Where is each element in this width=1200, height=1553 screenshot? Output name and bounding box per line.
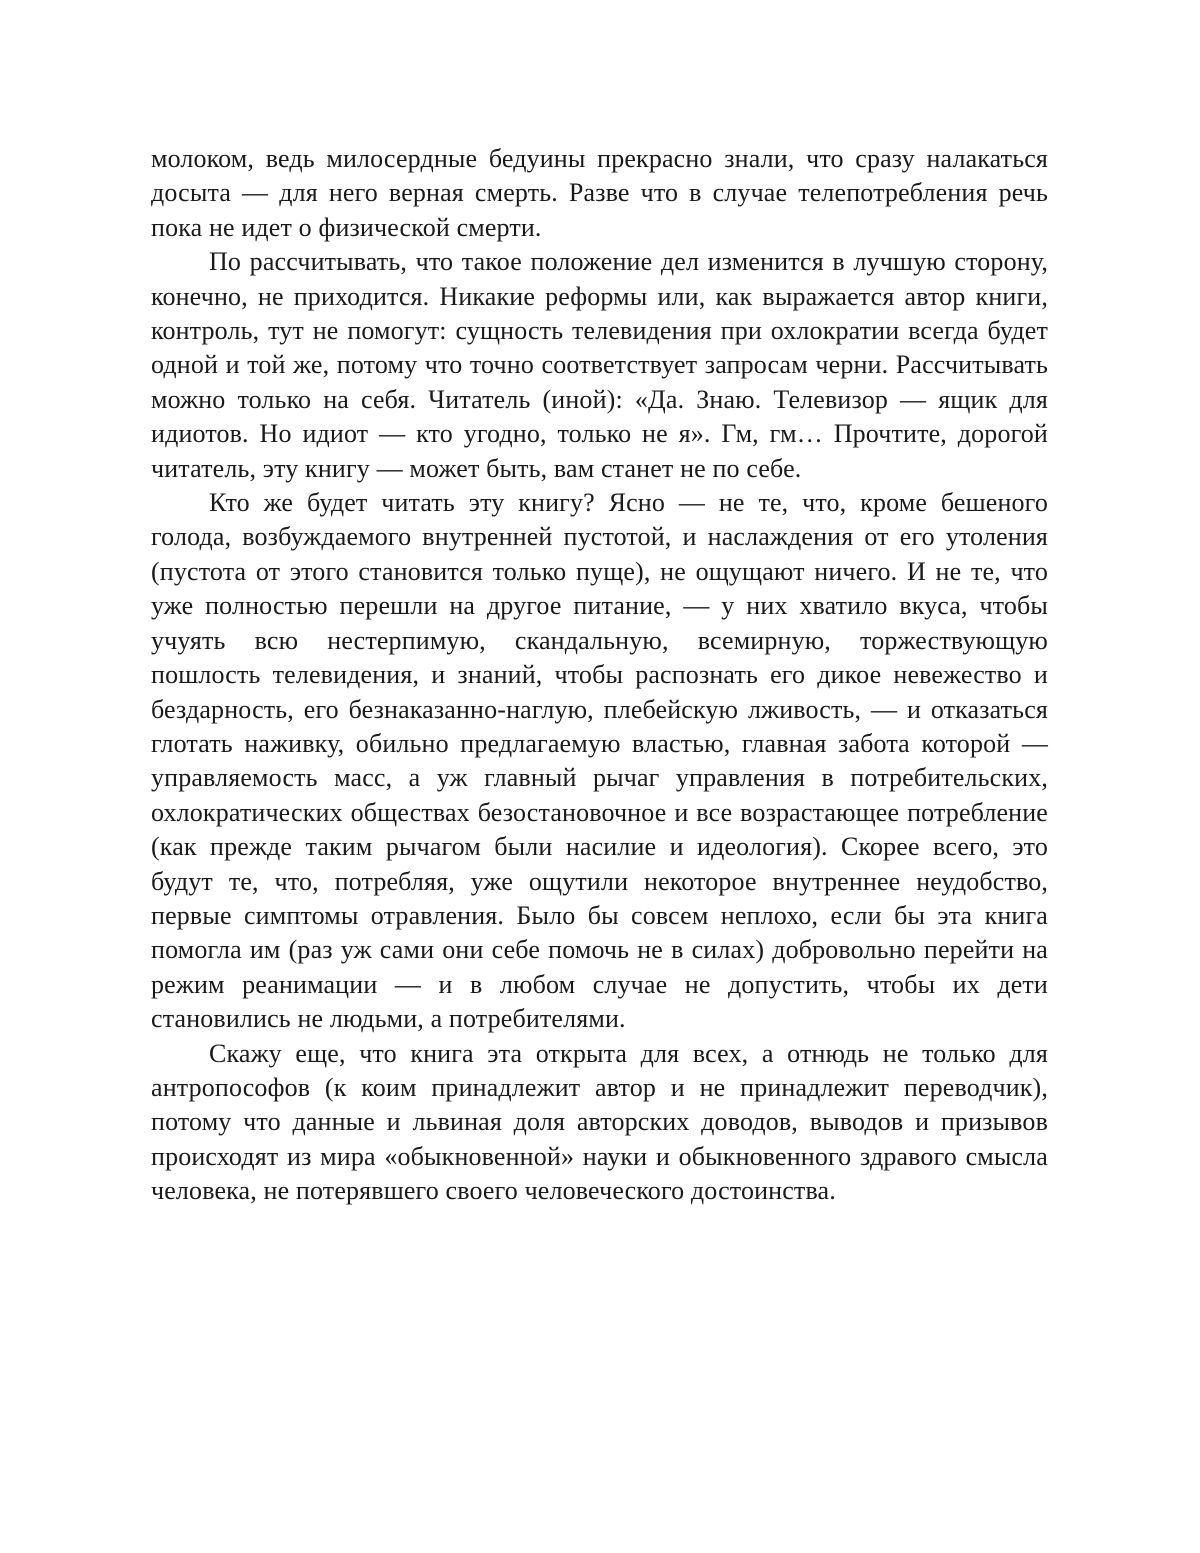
paragraph-continuation: молоком, ведь милосердные бедуины прекрасно знали, что сразу налакаться досыта — для него верная смерть. Разве что в случае телепотребления речь пока не идет о физической смерти.	[151, 144, 1048, 242]
paragraph: Кто же будет читать эту книгу? Ясно — не те, что, кроме бешеного голода, возбуждаемого внутренней пустотой, и наслаждения от его утоления (пустота от этого становится только пуще), не ощущают ничего. И не те, что уже полностью перешли на другое питание, — у них хватило вкуса, чтобы учуять всю нестерпимую, скандальную, всемирную, торжествующую пошлость телевидения, и знаний, чтобы распознать его дикое невежество и бездарность, его безнаказанно-наглую, плебейскую лживость, — и отказаться глотать наживку, обильно предлагаемую властью, главная забота которой — управляемость масс, а уж главный рычаг управления в потребительских, охлократических обществах безостановочное и все возрастающее потребление (как прежде таким рычагом были насилие и идеология). Скорее всего, это будут те, что, потребляя, уже ощутили некоторое внутреннее неудобство, первые симптомы отравления. Было бы совсем неплохо, если бы эта книга помогла им (раз уж сами они себе помочь не в силах) добровольно перейти на режим реанимации — и в любом случае не допустить, чтобы их дети становились не людьми, а потребителями.	[151, 488, 1048, 1034]
paragraph: По рассчитывать, что такое положение дел изменится в лучшую сторону, конечно, не приходится. Никакие реформы или, как выражается автор книги, контроль, тут не помогут: сущность телевидения при охлократии всегда будет одной и той же, потому что точно соответствует запросам черни. Рассчитывать можно только на себя. Читатель (иной): «Да. Знаю. Телевизор — ящик для идиотов. Но идиот — кто угодно, только не я». Гм, гм… Прочтите, дорогой читатель, эту книгу — может быть, вам станет не по себе.	[151, 247, 1048, 483]
paragraph: Скажу еще, что книга эта открыта для всех, а отнюдь не только для антропософов (к коим принадлежит автор и не принадлежит переводчик), потому что данные и львиная доля авторских доводов, выводов и призывов происходят из мира «обыкновенной» науки и обыкновенного здравого смысла человека, не потерявшего своего человеческого достоинства.	[151, 1038, 1048, 1206]
document-body	[151, 142, 1048, 1209]
